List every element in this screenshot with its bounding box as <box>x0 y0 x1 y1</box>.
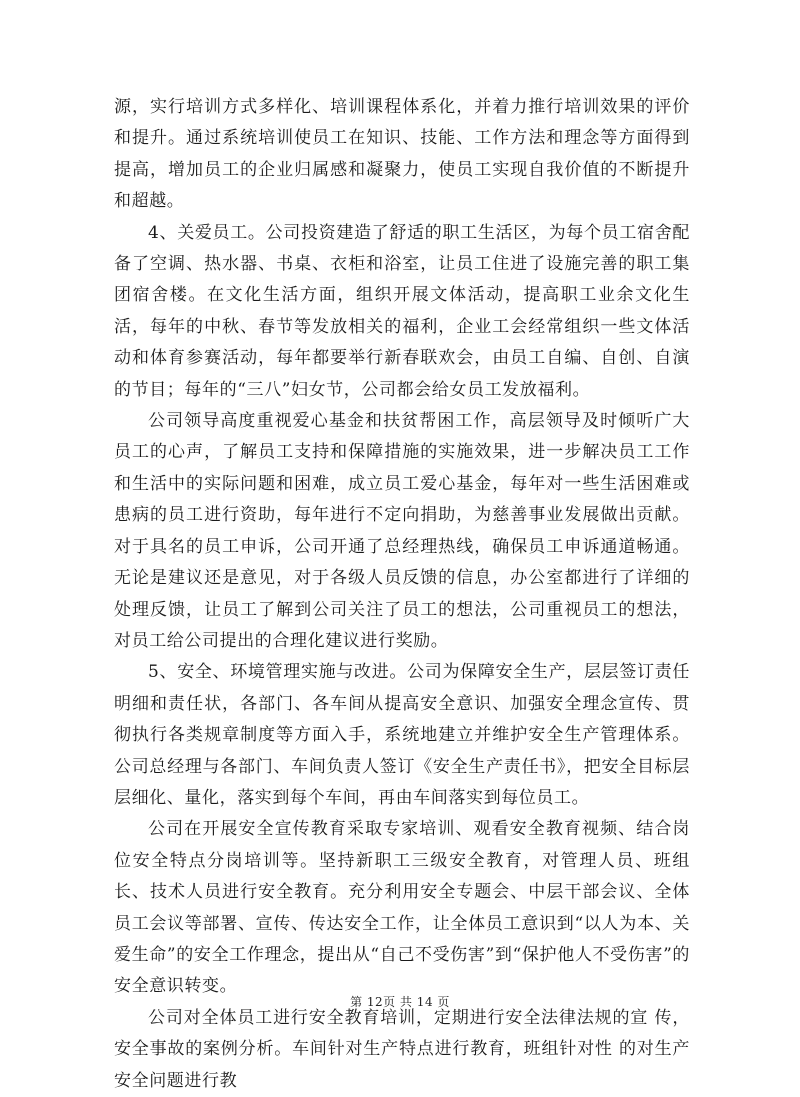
paragraph-continuation: 源，实行培训方式多样化、培训课程体系化，并着力推行培训效果的评价和提升。通过系统培训使员工在知识、技能、工作方法和理念等方面得到提高，增加员工的企业归属感和凝聚力，使员工实现自我价值的不断提升和超越。 <box>114 97 690 212</box>
paragraph-charity-fund: 公司领导高度重视爱心基金和扶贫帮困工作，高层领导及时倾听广大员工的心声，了解员工支持和保障措施的实施效果，进一步解决员工工作和生活中的实际问题和困难，成立员工爱心基金，每年对一些生活困难或患病的员工进行资助，每年进行不定向捐助，为慈善事业发展做出贡献。对于具名的员工申诉，公司开通了总经理热线，确保员工申诉通道畅通。无论是建议还是意见，对于各级人员反馈的信息，办公室都进行了详细的处理反馈，让员工了解到公司关注了员工的想法，公司重视员工的想法，对员工给公司提出的合理化建议进行奖励。 <box>114 411 690 651</box>
page-number-footer: 第 12页 共 14 页 <box>350 995 450 1009</box>
paragraph-safety-education: 公司在开展安全宣传教育采取专家培训、观看安全教育视频、结合岗位安全特点分岗培训等。坚持新职工三级安全教育，对管理人员、班组长、技术人员进行安全教育。充分利用安全专题会、中层干部会议、全体员工会议等部署、宣传、传达安全工作，让全体员工意识到“以人为本、关爱生命”的安全工作理念，提出从“自己不受伤害”到“保护他人不受伤害”的安全意识转变。 <box>114 819 690 997</box>
paragraph-safety-training: 公司对全体员工进行安全教育培训，定期进行安全法律法规的宣 传，安全事故的案例分析。车间针对生产特点进行教育，班组针对性 的对生产安全问题进行教 <box>114 1007 690 1091</box>
paragraph-safety-management: 5、安全、环境管理实施与改进。公司为保障安全生产，层层签订责任明细和责任状，各部门、各车间从提高安全意识、加强安全理念宣传、贯彻执行各类规章制度等方面入手，系统地建立并维护安全生产管理体系。公司总经理与各部门、车间负责人签订《安全生产责任书》，把安全目标层层细化、量化，落实到每个车间，再由车间落实到每位员工。 <box>114 662 690 808</box>
paragraph-caring-for-employees: 4、关爱员工。公司投资建造了舒适的职工生活区，为每个员工宿舍配备了空调、热水器、书桌、衣柜和浴室，让员工住进了设施完善的职工集团宿舍楼。在文化生活方面，组织开展文体活动，提高职工业余文化生活，每年的中秋、春节等发放相关的福利，企业工会经常组织一些文体活动和体育参赛活动，每年都要举行新春联欢会，由员工自编、自创、自演的节目；每年的“三八”妇女节，公司都会给女员工发放福利。 <box>114 222 690 400</box>
document-body <box>114 92 690 1097</box>
